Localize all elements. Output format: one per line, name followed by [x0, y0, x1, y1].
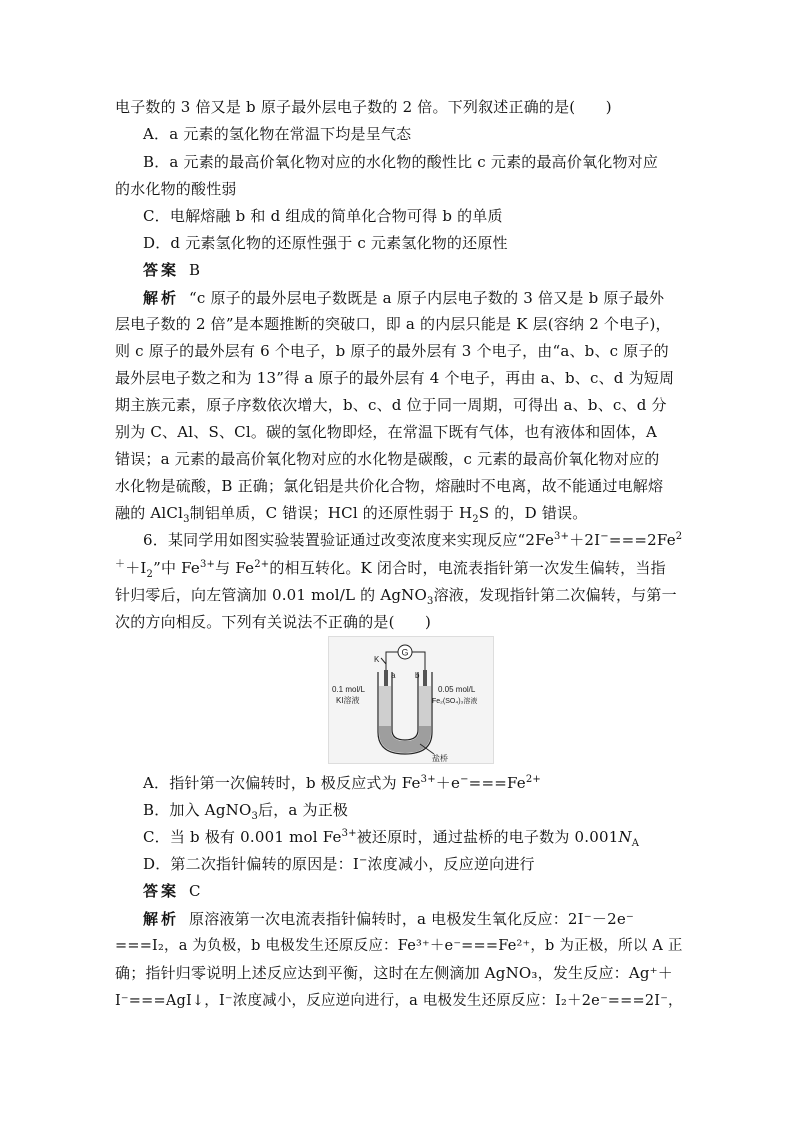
- apparatus-svg: [328, 636, 494, 764]
- text-span: 被还原时，通过盐桥的电子数为 0.001: [356, 828, 619, 846]
- superscript: 3+: [341, 828, 357, 839]
- answer-label: 答案: [143, 261, 180, 279]
- subscript: 3: [183, 514, 190, 525]
- text-span: ===Fe: [468, 774, 526, 792]
- right-solution: [419, 686, 431, 732]
- superscript: −: [460, 774, 469, 785]
- text-span: B．加入 AgNO: [143, 801, 252, 819]
- superscript: 3+: [554, 531, 570, 542]
- text-span: ＋e: [435, 774, 461, 792]
- q5-answer: [143, 260, 685, 280]
- q5-option-a: A．a 元素的氢化物在常温下均是呈气态: [143, 125, 412, 143]
- q6-option-d: [143, 854, 685, 874]
- text-span: S 的，D 错误。: [478, 504, 588, 522]
- subscript: 2: [146, 569, 154, 580]
- superscript: 2+: [254, 559, 270, 570]
- q6-option-b: [143, 800, 685, 820]
- superscript: −: [600, 531, 609, 542]
- text-span: D．第二次指针偏转的原因是：I: [143, 855, 359, 873]
- text-span: 的相互转化。K 闭合时，电流表指针第一次发生偏转，当指: [269, 559, 666, 577]
- q5-explanation-line5: 期主族元素，原子序数依次增大，b、c、d 位于同一周期，可得出 a、b、c、d 分: [115, 396, 667, 414]
- q6-stem-line2: [115, 558, 685, 578]
- text-span: 针归零后，向左管滴加 0.01 mol/L 的 AgNO: [115, 586, 427, 604]
- superscript: 2+: [525, 774, 541, 785]
- text-span: 6．某同学用如图实验装置验证通过改变浓度来实现反应“2Fe: [143, 531, 555, 549]
- superscript: ＋: [115, 559, 126, 570]
- superscript: −: [358, 855, 368, 866]
- q5-explanation-line8: 水化物是硫酸，B 正确；氯化铝是共价化合物，熔融时不电离，故不能通过电解熔: [115, 477, 664, 495]
- left-concentration: 0.1 mol/L: [332, 685, 365, 694]
- q5-option-b-line1: B．a 元素的最高价氧化物对应的水化物的酸性比 c 元素的最高价氧化物对应: [143, 153, 659, 171]
- q5-explanation-line7: 错误；a 元素的最高价氧化物对应的水化物是碳酸，c 元素的最高价氧化物对应的: [115, 450, 660, 468]
- text-span: ＋I: [125, 559, 147, 577]
- electrode-a-label: a: [391, 671, 396, 680]
- superscript: 2: [675, 531, 683, 542]
- subscript: A: [631, 838, 640, 849]
- text-span: ===2Fe: [608, 531, 676, 549]
- switch-label: K: [374, 655, 380, 664]
- q5-option-d: D．d 元素氢化物的还原性强于 c 元素氢化物的还原性: [143, 234, 508, 252]
- galvanometer-label: G: [401, 647, 409, 658]
- text-span: A．指针第一次偏转时，b 极反应式为 Fe: [143, 774, 421, 792]
- answer-label: 答案: [143, 882, 180, 900]
- q6-explanation-line2: ===I₂，a 为负极，b 电极发生还原反应：Fe³⁺＋e⁻===Fe²⁺，b 为正极，所以 A 正: [115, 938, 683, 954]
- q5-stem-continuation: 电子数的 3 倍又是 b 原子最外层电子数的 2 倍。下列叙述正确的是( ): [115, 98, 612, 116]
- q6-stem-line4: 次的方向相反。下列有关说法不正确的是( ): [115, 613, 432, 631]
- subscript: 3: [427, 596, 434, 607]
- text-span: C．当 b 极有 0.001 mol Fe: [143, 828, 342, 846]
- superscript: 3+: [200, 559, 216, 570]
- text-span: 浓度减小，反应逆向进行: [367, 855, 535, 873]
- explanation-label: 解析: [143, 289, 180, 307]
- right-solution-label: Fe₂(SO₄)₃溶液: [432, 698, 478, 705]
- explanation-text: 原溶液第一次电流表指针偏转时，a 电极发生氧化反应：2I⁻－2e⁻: [189, 910, 635, 928]
- q5-explanation-line4: 最外层电子数之和为 13”得 a 原子的最外层有 4 个电子，再由 a、b、c、d 为短周: [115, 369, 675, 387]
- answer-value: B: [189, 261, 201, 279]
- apparatus-diagram: [328, 636, 494, 764]
- electrode-b-label: b: [415, 671, 420, 680]
- text-span: 融的 AlCl: [115, 504, 184, 522]
- explanation-text: “c 原子的最外层电子数既是 a 原子内层电子数的 3 倍又是 b 原子最外: [189, 289, 665, 307]
- q6-option-a: [143, 773, 685, 793]
- q6-option-c: [143, 827, 685, 847]
- q5-explanation-line1: [143, 288, 685, 308]
- avogadro-symbol: N: [618, 828, 632, 846]
- right-concentration: 0.05 mol/L: [438, 685, 476, 694]
- answer-value: C: [189, 882, 201, 900]
- text-span: 与 Fe: [215, 559, 255, 577]
- q5-option-b-line2: 的水化物的酸性弱: [115, 180, 237, 198]
- q6-stem-line3: [115, 585, 685, 605]
- subscript: 2: [472, 514, 479, 525]
- q5-explanation-line9: [115, 503, 685, 523]
- left-solution-label: KI溶液: [336, 696, 360, 705]
- q5-explanation-line6: 别为 C、Al、S、Cl。碳的氢化物即烃，在常温下既有气体，也有液体和固体，A: [115, 423, 658, 441]
- q6-explanation-line4: I⁻===AgI↓，I⁻浓度减小，反应逆向进行，a 电极发生还原反应：I₂＋2e⁻===2I⁻，: [115, 993, 683, 1009]
- q6-answer: [143, 881, 685, 901]
- text-span: ”中 Fe: [153, 559, 200, 577]
- q5-explanation-line2: 层电子数的 2 倍”是本题推断的突破口，即 a 的内层只能是 K 层(容纳 2 个电子)，: [115, 315, 671, 333]
- q6-explanation-line3: 确；指针归零说明上述反应达到平衡，这时在左侧滴加 AgNO₃，发生反应：Ag⁺＋: [115, 964, 673, 982]
- subscript: 3: [251, 811, 259, 822]
- left-solution: [379, 686, 391, 732]
- text-span: 后，a 为正极: [258, 801, 349, 819]
- text-span: ＋2I: [569, 531, 601, 549]
- salt-bridge-label: 盐桥: [432, 754, 448, 763]
- explanation-label: 解析: [143, 910, 180, 928]
- q5-explanation-line3: 则 c 原子的最外层有 6 个电子，b 原子的最外层有 3 个电子，由“a、b、c 原子的: [115, 342, 669, 360]
- text-span: 溶液，发现指针第二次偏转，与第一: [433, 586, 677, 604]
- q5-option-c: C．电解熔融 b 和 d 组成的简单化合物可得 b 的单质: [143, 207, 503, 225]
- superscript: 3+: [420, 774, 436, 785]
- q6-explanation-line1: [143, 909, 685, 929]
- text-span: 制铝单质，C 错误；HCl 的还原性弱于 H: [189, 504, 473, 522]
- q6-stem-line1: [143, 530, 685, 550]
